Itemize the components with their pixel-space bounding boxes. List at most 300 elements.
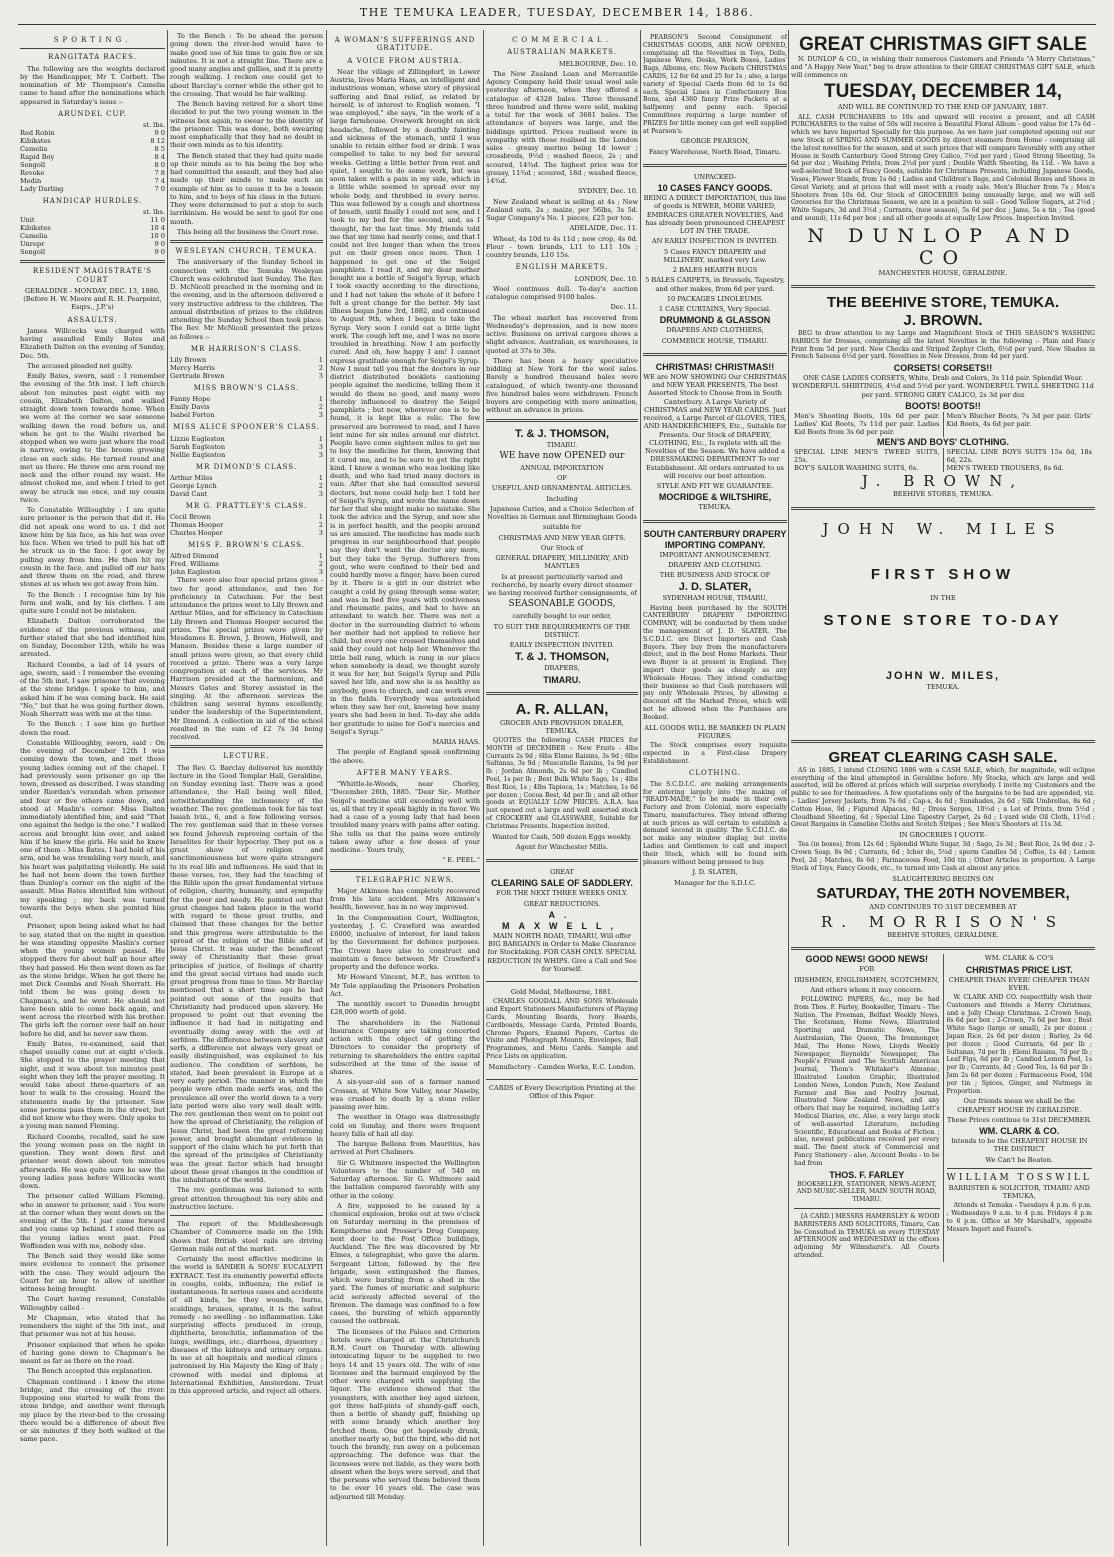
horse-name: Kibikstes (20, 224, 51, 233)
horse-weight: 8 12 (150, 137, 165, 145)
testimonial-heading: A WOMAN'S SUFFERINGS AND GRATITUDE. (334, 36, 476, 53)
advert-line: Including (546, 494, 578, 503)
column-divider (788, 30, 789, 1546)
advert-body: CHARLES GOODALL AND SONS Wholesale and Export Stationers Manufacturers of Playing Cards, Mounting Boards, Ivory Boards, Cardboards, Message Cards, Printed Boards, Chromo Papers, Enamel Papers, Cartes de Visite and Photograph Mounts, Envelopes, Ball Programmes, and Menu Cards. Sample and Price Lists on application. (486, 998, 638, 1060)
market-paragraph: Wheat, 4s 10d to 4s 11d ; new crop, 4s 6d. Flour - town brands, L11 to L11 10s ; country brands, L10 15s. (486, 234, 638, 259)
court-paragraph: This being all the business the Court rose. (177, 227, 319, 236)
court-heading: RESIDENT MAGISTRATE'S COURT (32, 267, 153, 284)
advert-heading: STONE STORE TO-DAY (823, 611, 1063, 629)
table-row (170, 474, 323, 482)
news-paragraph: The barque Bellona from Mauritius, has arrived at Port Chalmers. (330, 1140, 480, 1157)
news-paragraph: Major Atkinson has completely recovered from his late accident. Mrs Atkinson's health, however, has in no way improved. (330, 886, 480, 912)
court-paragraph: James Willcocks was charged with having assaulted Emily Bates and Elizabeth Dalton on the evening of Sunday, Dec. 5th. (20, 326, 165, 360)
table-row (170, 490, 323, 498)
divider (794, 1208, 940, 1209)
clark-advert (943, 954, 1096, 1261)
column-divider (167, 30, 168, 1546)
divider (643, 520, 787, 523)
court-paragraph: Prisoner explained that when he spoke of having gone down to Chapman's he meant as far as there on the road. (20, 1340, 165, 1365)
advert-line: DRAPERY AND CLOTHING. (668, 560, 762, 569)
pupil-name: John Eagleston (170, 568, 221, 577)
dateline: ADELAIDE, Dec. 11. (569, 224, 638, 233)
advert-line: Wanted for Cash, 500 dozen Eggs weekly. (492, 832, 632, 841)
horse-name: Rapid Boy (20, 153, 55, 161)
column-divider (483, 30, 484, 1546)
advert-line: GENERAL DRAPERY, MILLINERY, AND MANTLES (495, 554, 629, 571)
advertiser-place: TEMUKA. (698, 503, 732, 512)
table-row (170, 356, 323, 364)
advertiser-name: JOHN W. MILES (822, 519, 1064, 538)
clothing-line: MEN'S TWEED TROUSERS, 8s 6d. (943, 464, 1096, 472)
units-label: st. lbs. (142, 121, 165, 129)
advertiser-name: N DUNLOP AND CO (807, 224, 1079, 269)
advert-heading: CHRISTMAS PRICE LIST. (965, 964, 1073, 975)
market-paragraph: There has been a heavy speculative bidding at New York for the wool sales. Barely a hundred thousand bales were catalogued, of which twenty-one thousand five hundred bales were withdrawn. French buyers are competing with more animation, without an advance in prices. (486, 356, 638, 415)
advert-line: GREAT REDUCTIONS. (523, 899, 601, 908)
prize-rank: 2 (318, 521, 323, 529)
table-row (170, 482, 323, 490)
horse-name: Camelia (20, 232, 48, 241)
advertiser-trade: BARRISTER & SOLICITOR, TIMARU AND TEMUKA, (948, 1183, 1090, 1201)
boots-right: Men's Blucher Boots, 7s 3d per pair. Girls' Kid Boots, 4s 6d per pair. (943, 412, 1096, 437)
prize-rank: 2 (318, 560, 323, 569)
thomson-advert (486, 426, 638, 688)
advert-heading: GREAT CLEARING CASH SALE. (828, 748, 1058, 766)
divider (643, 164, 787, 167)
races-heading: RANGITATA RACES. (48, 53, 137, 62)
horse-name: Sengoll (20, 161, 46, 169)
advertiser-name: GEORGE PEARSON, (680, 137, 750, 146)
divider (486, 859, 638, 862)
advertiser-trade: DRAPERS AND CLOTHIERS, (666, 326, 764, 335)
sale-date: SATURDAY, THE 20TH NOVEMBER, (816, 884, 1070, 902)
advert-line: AND CONTINUES TO 31ST DECEMBER AT (869, 902, 1017, 911)
advertiser-address: SYDENHAM HOUSE, TIMARU, (662, 594, 768, 603)
divider (330, 869, 480, 872)
advert-line: WM. CLARK & CO'S (984, 954, 1054, 963)
column-3 (330, 32, 480, 1544)
horse-weight: 7 8 (154, 169, 165, 177)
divider (170, 745, 323, 748)
table-row (170, 521, 323, 529)
advert-subheading: CORSETS! CORSETS!! (893, 363, 993, 374)
advert-signature: Manager for the S.D.I.C. (674, 878, 756, 887)
advert-body: The Stock comprises every requisite expected in a First-class Drapery Establishment. (643, 742, 787, 765)
advert-line: carefully bought to our order, (512, 612, 612, 621)
dateline: LONDON, Dec. 10. (574, 274, 638, 283)
cup-weights-table (20, 121, 165, 193)
letter-paragraph: "Whittle-le-Woods, near Chorley, "December 26th, 1885. "Dear Sir,- Mother Seigel's medicine still exceeding well with us, all that try it speak highly in its favor. We had a case of a young lady that had been troubled many years with pains after eating. She tells us that the pains were entirely taken away after a few doses of your medicine.- Yours truly, (330, 780, 480, 854)
court-paragraph: The Bench said they would like some more evidence to connect the prisoner with the case. They would adjourn the Court for an hour to allow of another witness being brought. (20, 1252, 165, 1293)
column-6 (791, 32, 1095, 1544)
news-paragraph: A six-year-old son of a farmer named Crossan, at White Sow Valley, near Naseby, was crushed to death by a stone roller passing over him. (330, 1078, 480, 1111)
letter-signature: " E. PEEL." (442, 856, 480, 865)
testimonial-signature: MARIA HAAS. (432, 738, 480, 746)
horse-weight: 8 4 (154, 153, 165, 161)
advert-line: suitable for (542, 523, 582, 532)
advertiser-name: R. MORRISON'S (820, 913, 1066, 932)
advertiser-name: T. & J. THOMSON, (514, 427, 610, 440)
advert-line: Our friends mean we shall be the CHEAPEST HOUSE IN GERALDINE. (957, 1097, 1082, 1114)
table-row (170, 435, 323, 443)
court-paragraph: Richard Coombs, recalled, said he saw the young women pass on the night in question. They went down first and prisoner went down about ten minutes afterwards. He was quite sure he saw the young ladies pass before Willcocks went down. (20, 1132, 165, 1190)
advert-line: We Can't be Beaten. (985, 1155, 1054, 1164)
court-paragraph: To Constable Willoughby : I am quite sure prisoner is the person that did it. He did not speak one word to us. I did not know him by his face, as his hat was over his face. When we tried to pull his hat off he struck us in the face. I got away by pulling away from him. He then hit my cousin in the face, and pulled off our hats and threw them on the road, and threw stones at us when we got away from him. (20, 506, 165, 589)
stock-line: 10 PACKAGES LINOLEUMS. (666, 294, 764, 303)
court-paragraph: The Court having resumed, Constable Willoughby called - (20, 1295, 165, 1312)
advertiser-address: BEEHIVE STORES, TEMUKA. (892, 490, 994, 499)
allan-advert (486, 699, 638, 856)
divider (791, 740, 1095, 743)
advert-subheading: BOOTS! BOOTS!! (905, 400, 981, 411)
saddlery-advert (486, 866, 638, 977)
horse-weight: 9 0 (154, 240, 165, 249)
court-paragraph: To the Bench : I recognise him by his form and walk, and by his clothes. I am quite sure I could not be mistaken. (20, 590, 165, 615)
divider (170, 1215, 323, 1216)
table-row (20, 232, 165, 240)
testimonial-subheading: A VOICE FROM AUSTRIA. (347, 56, 463, 65)
news-paragraph: The monthly escort to Dunedin brought £28,000 worth of gold. (330, 1000, 480, 1017)
table-row (20, 153, 165, 161)
court-paragraph: To the Bench : To be ahead the person going down the river-bed would have to make good use of his time to gain five or six minutes. It is not a straight line. There are a good many angles and gullies, and it is pretty rough walking. I reckon one could get to about Barclay's corner while the other got to the crossing. That would be fair walking. (170, 32, 323, 98)
advert-line: CHRISTMAS AND NEW YEAR GIFTS. (498, 533, 626, 542)
church-paragraph: The anniversary of the Sunday School in connection with the Temuka Wesleyan Church was celebrated last Sunday. The Rev. D. McNicoll preached in the morning and in the evening, and in the afternoon delivered a very instructive address to the children. The annual distribution of prizes to the children attending the Sunday School then took place. The Rev. Mr McNicoll presented the prizes as follows :- (170, 258, 323, 341)
pupil-name: Sarah Eagleston (170, 442, 226, 451)
south-canterbury-advert (643, 527, 787, 891)
advertiser-signature: J. BROWN, (861, 472, 1025, 491)
advert-line: IN THE (930, 593, 956, 602)
column-2 (170, 32, 323, 1544)
court-paragraph: Prisoner, upon being asked what he had to say, stated that on the night in question he was standing opposite Maslin's corner when the young women passed. He stopped there for about half an hour after they had passed. He then went down as far as the stone bridge. When he got there he met Dick Coombs and Noah Sherratt. He told them he was going down to Chapman's, and he went. He should not have been able to come back again, and went across the riverbed with his brother. The girls left the corner over half an hour before he did, and he never saw them. (20, 922, 165, 1038)
advert-line: IRISHMEN, ENGLISHMEN, SCOTCHMEN, (794, 975, 940, 984)
table-row (20, 224, 165, 232)
hurdles-weights-table (20, 208, 165, 256)
units-label: st. lbs. (142, 208, 165, 217)
horse-weight: 10 0 (150, 232, 165, 241)
table-row (20, 185, 165, 193)
prize-rank: 2 (318, 481, 323, 490)
clothing-line: SPECIAL LINE BOYS SUITS 15s 6d, 18s 6d, 22s. (943, 448, 1096, 465)
testimonial-paragraph: The people of England speak confirming the above. (330, 748, 480, 765)
advert-line: WE have now OPENED our (499, 450, 625, 461)
advert-body: Having been purchased by the SOUTH CANTERBURY DRAPERY IMPORTING COMPANY, will be conducted by them under the management of J. D. SLATER. The S.C.D.I.C. are Direct Importers and Cash Buyers. They buy from the manufacturers direct, and in the best Home Markets. Their own Buyer is at present in England. They import their goods as cheaply as any Wholesale House. They intend conducting their business so that Cash purchasers will pay only Wholesale Prices, by allowing a discount off the Marked Prices, which will not be allowed when the Purchases are Booked. (643, 604, 787, 721)
divider (486, 1079, 638, 1080)
advert-body: Attends at Temuka - Tuesdays 4 p.m. 6 p.m. ; Wednesdays 9 a.m. to 4 p.m. Fridays 4 p.m to 6 p.m. Office at Mr Marshall's, opposite Messrs Ingert and Faurel's. (946, 1202, 1092, 1233)
pupil-name: Fred. Williams (170, 560, 219, 569)
court-paragraph: Mr Chapman, who stated that he remembers the night of the 5th inst., and that prisoner was not at his house. (20, 1313, 165, 1339)
advert-line: Manufactory - Camden Works, E.C. London. (488, 1062, 636, 1071)
assaults-heading: ASSAULTS. (67, 315, 118, 324)
prize-rank: 2 (318, 403, 323, 412)
lecture-paragraph: The Rev. G. Barclay delivered his monthly lecture in the Good Templar Hall, Geraldine, on Sunday evening last. There was a good attendance, the Hall being well filled, notwithstanding the inclemency of the weather. The rev. gentleman took for his text Isaiah lviii., 6, and a few following verses. The rev. gentleman said that in these verses we found Jehovah reproving certain of the Israelites for their hypocrisy. They put on a great show of religion and sanctimoniousness but were quite strangers to its real life and influences. He said that in these verses, too, they had the teaching of the Bible upon the great fundamental virtues of religion, charity, humanity, and sympathy for the poor and needy. He pointed out that great changes had taken place in the world with regard to these great truths, and claimed that these changes for the better and this progress were attributable to the spread of the religion of the Bible and of Jesus Christ. It was under the beneficent sway of Christianity that these great principles of justice, of feelings of charity and the great social virtues had made such great progress from time to time. Mr Barclay mentioned that a short time ago he had pointed out some of the results that Christianity had produced upon slavery. He proposed to point out that evening the influence it had had in mitigating and eventually doing away with the evil of serfdom. The difference between slavery and serfs, a difference not always very great or easily distinguished, was explained to his audience. The condition of serfdom, he stated, had been prevalent in Europe at a very early period. The manner in which the people were often made serfs was, and the prevalence all over the world down to a very late period were also very well dealt with. The rev. gentleman then went on to point out how the spread of Christianity, the religion of Jesus Christ, had been the great reforming power, and brought abundant evidence in support of the claim which he put forth that the spread of the principles of Christianity was the great factor which had brought about these great changes in the condition of the inhabitants of the world. (170, 763, 323, 1184)
horse-name: Camelia (20, 145, 48, 153)
advert-heading: FIRST SHOW (870, 565, 1016, 583)
advert-line: AND WILL BE CONTINUED TO THE END OF JANUARY, 1887. (837, 103, 1049, 112)
advert-line: SEASONABLE GOODS, (508, 599, 616, 610)
dateline: MELBOURNE, Dec. 10. (558, 59, 638, 68)
advertiser-place: TIMARU. (546, 440, 578, 449)
class-heading: MR G. PRATTLEY'S CLASS. (185, 501, 308, 510)
advert-body: AS in 1885, I intend CLOSING 1886 with a CASH SALE, which, for magnitude, will eclipse everything of the kind attempted in Geraldine before. My Stocks, which are large and well assorted, will be offered at prices which will surprise everybody. I invite my Customers and the public to see for themselves. A few quotations only of the bargains to be had are appended, viz. :- Ladies' Jersey Jackets, from 7s 6d ; Cap-s, 4s 6d ; Sunshades, 2s 6d ; Silk Umbrellas, 8s 6d ; Cotton Hose, 9d ; Figured Alpacas, 9d ; Dress Serges, 10½d ; a Lot of Prints, from 5½d ; Cloudband Sheeting, 6d ; Special Line Tapestry Carpet, 2s 6d ; 1-yard wide Oil Cloth, 11½d ; Great Bargains in Cameline Cloths and Scotch Stripes ; See Men's Shooters at 11s 3d. (791, 766, 1095, 829)
table-row (20, 129, 165, 137)
pupil-name: Cecil Brown (170, 513, 211, 521)
advert-line: CHEAPER THAN EVER! CHEAPER THAN EVER. (948, 975, 1090, 992)
advert-heading: THE BEEHIVE STORE, TEMUKA. (826, 294, 1060, 312)
advertiser-name: THOS. F. FARLEY (829, 1169, 905, 1180)
advertiser-address: COMMERCE HOUSE, TIMARU. (661, 336, 769, 345)
table-row (170, 403, 323, 411)
prize-rank: 3 (318, 450, 323, 459)
news-paragraph: The weather in Otago was distressingly cold on Sunday, and there were frequent heavy falls of hail all day. (330, 1113, 480, 1138)
pearson-advert (643, 32, 787, 160)
testimonial-paragraph: Near the village of Zillingdorf, in Lower Austria, lives Maria Haas, an intelligent and industrious woman, whose story of physical suffering and final relief, as related by herself, is of interest to English women. "I was employed," she says, "in the work of a large farmhouse. Overwork brought on sick headache, followed by a deathly fainting and sickness of the stomach, until I was unable to retain either food or drink. I was compelled to take to my bed for several weeks. Getting a little better from rest and quiet, I sought to do some work, but was soon taken with a pain in my side, which in a little while seemed to spread over my whole body, and throbbed in every nerve. This was followed by a cough and shortness of breath, until finally I could not sew, and I took to my bed for the second, and, as I thought, for the last time. My friends told me that my time had nearly come, and that I could not live longer than when the trees put on their green once more. Then I happened to get one of the Seigel pamphlets. I read it, and my dear mother bought me a bottle of Seigel's Syrup, which I took exactly according to the directions, and I had not taken the whole of it before I felt a great change for the better. My last illness began June 3rd, 1882, and continued to August 9th, when I began to take the Syrup. Very soon I could eat a little light work. The cough left me, and I was no more troubled in breathing. Now I am perfectly cured. And oh, how happy I am! I cannot express gratitude enough for Seigel's Syrup. Now I must tell you that the doctors in our district distributed booklets cautioning people against the medicine, telling them it would do them no good, and many were thereby influenced to destroy the Seigel pamphlets ; but now, wherever one is to be found, it is kept like a relic. The few preserved are borrowed to read, and I have lent mine for six miles around our district. People have come eighteen miles to get me to buy the medicine for them, knowing that it cured me, and to be sure to get the right kind. I know a woman who was looking like death, and who had tried many doctors in vain. After that she had consulted several doctors, but none could help her. I told her of Seigel's Syrup, and wrote the name down for her that she might make no mistake. She took the advice and the Syrup, and now she is in perfect health, and the people around us are amazed. The medicine has made such progress in our neighbourhood that people say they don't want the doctor any more, but they take the Syrup. Sufferers from gout, who were confined to their bed and could hardly move a finger, have been cured by it. There is a girl in our district who caught a cold by going through some water, and was in bed five years with costiveness and rheumatic pains, and had to have an attendant to watch her. There was not a doctor in the surrounding district to whom her mother had not applied to relieve her child, but every one crossed themselves and said they could not help her. Whenever the little bell rang, which is rung in our place when somebody is dead, we thought surely it was for her, but Seigel's Syrup and Pills saved her life, and now she is as healthy as anybody, goes to church, and can work even in the fields. Everybody was astonished when they saw her out, knowing how many years she had been in bed. To-day she adds her gratitude to mine for God's mercies and Seigel's Syrup." (330, 67, 480, 736)
pupil-name: David Cant (170, 489, 208, 498)
court-intro: GERALDINE - MONDAY, DEC. 13, 1886. (Before H. W. Moore and R. H. Pearpoint, Esqrs., J.P.'s) (23, 286, 162, 312)
horse-weight: 9 0 (154, 129, 165, 137)
horse-weight: 7 0 (154, 185, 165, 193)
court-paragraph: The Bench accepted this explanation. (27, 1367, 153, 1376)
miles-advert (791, 514, 1095, 736)
pupil-name: Lizzie Eagleston (170, 434, 225, 443)
column-divider (640, 30, 641, 1546)
boots-left: Men's Shooting Boots, 10s 6d per pair. Ladies' Kid Boots, 7s 11d per pair. Ladies Kid Boots from 3s 6d per pair. (794, 411, 940, 437)
divider (486, 981, 638, 982)
markets-heading: AUSTRALIAN MARKETS. (507, 48, 617, 57)
news-paragraph: Sir G. Whitmore inspected the Wellington Volunteers to the number of 540 on Saturday afternoon. Sir G. Whitmore said the battalion compared favorably with any other in the colony. (330, 1158, 480, 1200)
prize-rank: 1 (318, 513, 323, 521)
table-row (20, 216, 165, 224)
pupil-name: George Lynch (170, 481, 217, 490)
divider (20, 260, 165, 263)
lecture-paragraph: The rev. gentleman was listened to with great attention throughout his very able and instructive lecture. (170, 1186, 323, 1211)
drummond-advert (643, 171, 787, 349)
table-row (20, 169, 165, 177)
prize-rank: 1 (318, 552, 323, 561)
pupil-name: Nellie Eagleston (170, 450, 226, 459)
table-row (170, 364, 323, 372)
advert-line: Intends to be the CHEAPEST HOUSE IN THE DISTRICT (951, 1137, 1088, 1154)
clothing-list (791, 448, 1095, 465)
advert-line: And others whom it may concern. (810, 985, 924, 994)
clothing-heading: CLOTHING. (689, 769, 741, 778)
church-heading: WESLEYAN CHURCH, TEMUKA. (175, 247, 318, 255)
advert-body: The S.C.D.I.C. are making arrangements for entering largely into the making of "READY-MADE," to be made in their own Factory and from Colonial, more especially Timaru, manufactures. They intend offering at such prices as will certain to establish a demand second in quality. The S.C.D.I.C. do not make any window display, but invite Ladies and Gentlemen to call and inspect their Stock, which will be found with pleasure without being pressed to buy. (643, 780, 787, 866)
advertiser-name: T. & J. THOMSON, (514, 651, 610, 664)
advert-line: USEFUL AND ORNAMENTAL ARTICLES. (491, 484, 633, 493)
commercial-heading: COMMERCIAL. (512, 36, 612, 44)
stock-line: 2 BALES HEARTH RUGS (672, 266, 758, 275)
market-paragraph: New Zealand wheat is selling at 4s ; New Zealand oats, 2s ; maize, per 56lbs, 3s 5d. Sugar Company's No. 1 pieces, £25 per ton. (486, 197, 638, 222)
cup-heading: ARUNDEL CUP. (58, 109, 127, 118)
advert-line: IN GROCERIES I QUOTE- (899, 831, 987, 840)
advert-body: BEING A DIRECT IMPORTATION, this line of goods is NEWER, MORE VARIED, EMBRACES GREATER NOVELTIES, And has already been pronounced CHEAPEST LOT IN THE TRADE. (643, 194, 787, 236)
table-row (20, 145, 165, 153)
horse-name: Sengoll (20, 248, 46, 257)
advert-line: Is at present particularly varied and recherché, by nearly every direct steamer we having received further consignments, of (487, 572, 637, 597)
advert-heading: GOOD NEWS! GOOD NEWS! (805, 954, 928, 965)
advertiser-trade: DRAPERS, (544, 664, 580, 673)
advert-paragraph: Certainly the most effective medicine in the world is SANDER & SONS' EUCALYPTI EXTRACT. Test its eminently powerful effects in coughs, colds, influenza; the relief is instantaneous. In serious cases and accidents of all kinds, be they wounds, burns, scaldings, bruises, sprains, it is the safest remedy - no swelling - no inflammation. Like surprising effects produced in croup, diphtheria, bronchitis, inflammation of the lungs, swellings, etc.; diarrhoea, dysentery ; diseases of the kidneys and urinary organs. In use at all hospitals and medical clinics ; patronised by His Majesty the King of Italy ; crowned with medal and diploma at International Exhibition, Amsterdam. Trust in this approved article, and reject all others. (170, 1255, 323, 1395)
table-row (20, 248, 165, 256)
prize-rank: 2 (318, 364, 323, 372)
sale-date: TUESDAY, DECEMBER 14, (824, 81, 1062, 103)
advert-line: Our Stock of (540, 543, 584, 552)
advert-body: FOLLOWING PAPERS, &c., may be had from Thos. F. Farley, Bookseller, Timaru - The Nation, The Freeman, Belfast Weekly News, The Scotsman, Home News, Illustrated Sporting and Dramatic News, The Australasian, The Queen, The Ironmonger, Mail, The Home News, Lloyds Weekly Newspaper, Reynolds' Newspaper, The People's Friend and The Scottish American Journal, Thom's Whitaker's Almanac, Illustrated London Graphic, Illustrated London News, London Punch, New Zealand Farmer and Bee and Poultry Journal, Illustrated New Zealand News, and any others that may be required, including Lett's Medical Diaries, etc. Also, a very large stock of well-assorted Literature, including Scientific, Educational and Books of Fiction ; also, newest publications received per every mail. The finest stock of Commercial and Fancy Stationery - also, Account Books - to be had from (794, 996, 940, 1167)
section-heading-sporting: SPORTING. (53, 36, 132, 44)
horse-weight: 7 4 (154, 177, 165, 185)
class-heading: MISS ALICE SPOONER'S CLASS. (173, 423, 320, 432)
horse-weight: 11 0 (150, 216, 165, 225)
advert-subheading: MEN'S AND BOYS' CLOTHING. (877, 436, 1009, 447)
testimonial-subheading: AFTER MANY YEARS. (356, 768, 454, 777)
horse-name: Medin (20, 177, 42, 185)
court-paragraph: Chapman continued : I know the stone bridge, and the crossing of the river. Supposing one started to walk from the stone bridge, and another went through my place by the river-bed to the crossing there would be a difference of about five or six minutes if they both walked at the same pace. (20, 1377, 165, 1444)
court-paragraph: Richard Coombs, a lad of 14 years of age, sworn, said : I remember the evening of the 5th inst. I saw prisoner that evening at the stone bridge. I spoke to him, and asked him if he was coming back. He said "No," but that he was going further down. Noah Sherratt was with me at the time. (20, 660, 165, 718)
advert-line: FOR (859, 965, 875, 974)
news-paragraph: Mr Howard Vincent, M.P., has written to Mr Tole applauding the Prisoners Probation Act. (330, 973, 480, 998)
court-paragraph: Emily Bates, re-examined, said that chapel usually came out at eight o'clock. She stopped to the prayer meeting that night, and it was about ten minutes past eight when they left the prayer meeting. It would take about three-quarters of an hour to walk to the crossing. Heard the statements made by the prisoner. Saw some persons pass them in the street, but did not know who they were. Only spoke to a young man named Fleming. (20, 1039, 165, 1131)
pupil-name: Mercy Harris (170, 364, 215, 372)
advertiser-address: BOOKSELLER, STATIONER, NEWS-AGENT, AND MUSIC-SELLER, MAIN SOUTH ROAD, TIMARU. (796, 1180, 937, 1204)
advert-body: BEG to draw attention to my Large and Magnificent Stock of THIS SEASON'S WASHING FABRICS for Dresses, comprising all the latest Novelties in the following :- Plain and Fancy Print from 5d per yard. New Checks and Striped Zephyr Cloth, 6½d per yard. New Shades in French Sateens 6½d per yard. Novelties in New Dresses, from 4d per yard. (791, 330, 1095, 361)
advertiser-address: MANCHESTER HOUSE, GERALDINE. (878, 268, 1008, 277)
table-row (20, 240, 165, 248)
advertiser-name: DRUMMOND & GLASSON (659, 315, 771, 326)
advert-line: Gold Medal, Melbourne, 1881. (510, 988, 614, 997)
advert-line: UNPACKED- (693, 172, 737, 181)
pupil-name: Charles Hooper (170, 529, 223, 537)
advert-body: [A CARD.] MESSRS HAMERSLEY & WOOD BARRISTERS AND SOLICITORS, Timaru, Can be Consulted in TEMUKA on every TUESDAY AFTERNOON and WEDNESDAY in the offices adjoining Mr Wilmshurst's. All Courts attended. (794, 1212, 940, 1259)
column-5 (643, 32, 787, 1544)
pupil-name: Emily Davis (170, 403, 210, 412)
pupil-name: Arthur Miles (170, 473, 213, 482)
advert-heading: CLEARING SALE OF SADDLERY. (491, 878, 633, 889)
advert-line: OF (557, 474, 567, 482)
clothing-line: BOY'S SAILOR WASHING SUITS, 6s. (794, 464, 919, 473)
advertiser-name: A. MAXWELL, (502, 909, 622, 931)
advertiser-place: TIMARU. (543, 674, 581, 685)
divider (170, 240, 323, 243)
market-paragraph: The wheat market has recovered from Wednesday's depression, and is now more active. Business on arrival cargoes shows a slight advance. Australian, ex warehouses, is quoted at 37s to 38s. (486, 313, 638, 355)
court-paragraph: The Bench stated that they had quite made up their minds as to his being the boy who had committed the assault, and they had also made up their minds to make such an example of him as to cause it to be a lesson to him, and to boys of his class in the future. They were determined to put a stop to such larrikinism. He would be sent to gaol for one month. (170, 151, 323, 226)
column-divider (326, 30, 327, 1546)
dateline: SYDNEY, Dec. 10. (578, 187, 638, 196)
prize-rank: 1 (318, 434, 323, 443)
divider (947, 1168, 1093, 1169)
divider (643, 353, 787, 356)
masthead-rule (18, 24, 1096, 25)
farley-advert (791, 954, 943, 1261)
table-row (170, 451, 323, 459)
class-heading: MISS BROWN'S CLASS. (193, 384, 300, 392)
stock-line: 5 BALES CARPETS, in Brussels, Tapestry, and other makes, from 6d per yard. (645, 276, 785, 293)
advert-line: FOR THE NEXT THREE WEEKS ONLY. (496, 889, 628, 898)
advert-line: Agent for Winchester Mills. (515, 842, 609, 851)
clothing-list (791, 464, 1095, 472)
table-row (170, 395, 323, 403)
table-row (20, 137, 165, 145)
prize-rank: 3 (318, 489, 323, 498)
advertiser-name: WM. CLARK & CO. (979, 1126, 1060, 1137)
horse-name: Revoke (20, 169, 45, 177)
advertiser-name: WILLIAM TOSSWILL (946, 1172, 1092, 1183)
horse-name: Unit (20, 216, 35, 225)
advertiser-address: Fancy Warehouse, North Road, Timaru. (648, 147, 782, 156)
advert-line: Japanese Curios, and a Choice Selection of Novelties in German and Birmingham Goods (487, 504, 637, 521)
table-row (170, 443, 323, 451)
news-paragraph: In the Compensation Court, Wellington, yesterday, J. C. Crawford was awarded £6000, inclusive of interest, for land taken by the Government for defence purposes. The Crown have also to construct and maintain a fence between Mr Crawford's property and the defence works. (330, 913, 480, 971)
advert-line: GREAT (550, 868, 574, 877)
table-row (170, 372, 323, 380)
court-paragraph: Emily Bates, sworn, said : I remember the evening of the 5th inst. I left church about ten minutes past eight with my cousin, Elizabeth Dalton, and walked straight down town towards home. When we were at the corner we saw someone walking down the road before us, and when he got to the Waihi riverbed he stopped when we were just where the road is narrow, owing to the broom growing close on each side. He turned round and met us there. He threw one arm round my neck and the other round my waist. He almost choked me, and when I tried to get away he struck me once, and my cousin twice. (20, 372, 165, 504)
news-paragraph: The licensees of the Palace and Criterion hotels were charged at the Christchurch R.M. Court on Thursday with allowing intoxicating liquor to be supplied to two boys 14 and 15 years old. The wife of one licensee and the barmaid employed by the other were charged with supplying the liquor. The evidence showed that the youngsters, with another boy aged sixteen, got three half-pints of shandy-gaff each, then a bottle of shandy gaff, finishing up with some brandy which another boy fetched them. One got hopelessly drunk, another nearly so, but the third, who did not touch the brandy, ran away on a policeman approaching. The defence was that the licensees were not liable, as they were both absent when the boys were served, and that the persons who served them believed them to be over 16 years old. The case was adjourned till Monday. (330, 1327, 480, 1501)
table-row (170, 513, 323, 521)
news-paragraph: The shareholders in the National Insurance Company are taking concerted action with the object of getting the Directors to consider the propriety of returning to shareholders the entire capital subscribed at the time of the issue of shares. (330, 1018, 480, 1076)
prize-rank: 3 (318, 442, 323, 451)
prize-rank: 3 (318, 568, 323, 577)
prize-rank: 3 (318, 411, 323, 420)
class-heading: MISS F. BROWN'S CLASS. (188, 541, 305, 549)
lecture-heading: LECTURE. (223, 752, 270, 761)
horse-name: Unrepr (20, 240, 45, 249)
divider (791, 285, 1095, 288)
advert-body: W. CLARK AND CO. respectfully wish their Customers and friends a Merry Christmas, and a Jolly Cheap Christmas. 2-Crown Soap, 6s 6d per box ; 2-Crown, 7s 6d per box ; Best White Sago (large or small), 2s per dozen ; Japan Rice, 2s 6d per dozen ; Barley, 2s 6d per dozen ; Good Currants, 6d per lb ; Sultanas, 7d per lb ; Elemi Raisins, 7d per lb ; Leaf Figs, 6d per lb ; Candied Lemon Peel, 1s per lb ; Currants, 4d ; Good Tea, 1s 6d per lb ; Jam 2s 6d per dozen ; Farinaceous Food, 10d per tin ; Spices, Ginger, and Nutmegs in Proportion. (946, 994, 1092, 1095)
advert-line: ANNUAL IMPORTATION (520, 463, 604, 472)
advert-body: WE are NOW SHOWING Our CHRISTMAS and NEW YEAR PRESENTS, The best Assorted Stock to Choose from in South Canterbury. A Large Variety of CHRISTMAS and NEW YEAR CARDS. Just received, a Large Parcel of GLOVES, TIES, AND HANDKERCHIEFS, Etc., Suitable for Presents. Our Stock of DRAPERY, CLOTHING, Etc., Is replete with all the Novelties of the Season. We have added a DRESSMAKING DEPARTMENT To our Establishment. All orders entrusted to us will receive our best attention. (643, 372, 787, 480)
pupil-name: Thomas Hooper (170, 521, 224, 529)
advertiser-signature: JOHN W. MILES, (885, 669, 1001, 682)
dunlop-advert (791, 32, 1095, 281)
advertiser-name: A. R. ALLAN, (515, 700, 609, 718)
advert-line: IMPORTANT ANNOUNCEMENT. (659, 550, 771, 559)
mocridge-advert (643, 360, 787, 516)
divider (20, 48, 165, 49)
pupil-name: Fanny Hope (170, 395, 211, 404)
advert-line: AN EARLY INSPECTION IS INVITED. (651, 237, 779, 246)
dateline: Dec. 11. (610, 303, 638, 312)
table-row (170, 552, 323, 560)
prize-rank: 1 (318, 356, 323, 364)
advert-line: THE BUSINESS AND STOCK OF (659, 571, 771, 580)
divider (486, 692, 638, 695)
horse-weight: 8 0 (154, 161, 165, 169)
divider (486, 419, 638, 422)
table-row (170, 529, 323, 537)
news-paragraph: A fire, supposed to be caused by a chemical explosion, broke out at two o'clock on Saturday morning in the premises of Kempthorne and Prosser's Drug Company, next door to the Post Office buildings, Auckland. The fire was discovered by Mr Elmes, a telegraphist, who gave the alarm. Sergeant Litton, followed by the fire brigade, soon extinguished the flames, which were bursting from a shed in the yard. The fumes of muriatic and sulphuric acid seriously affected several of the firemen. The damage was confined to a few cases, the bursting of which apparently caused the outbreak. (330, 1201, 480, 1326)
advert-body: N. DUNLOP & CO., in wishing their numerous Customers and Friends "A Merry Christmas," and "A Happy New Year," beg to draw attention to their GREAT CHRISTMAS GIFT SALE, which will commence on (791, 56, 1095, 79)
table-row (170, 411, 323, 419)
market-paragraph: Wool continues dull. To-day's auction catalogue comprised 9100 bales. (486, 284, 638, 301)
table-row (20, 177, 165, 185)
advert-heading: SOUTH CANTERBURY DRAPERY IMPORTING COMPANY. (643, 528, 787, 550)
horse-name: Red Robin (20, 129, 55, 137)
advertiser-name: MOCRIDGE & WILTSHIRE, (658, 492, 772, 503)
prize-rank: 1 (318, 395, 323, 404)
stock-line: 1 CASE CURTAINS, Very Special. (658, 305, 772, 314)
news-paragraph: The report of the Middlesborough Chamber of Commerce made on the 19th shows that British steel rails are driving German rails out of the market. (170, 1220, 323, 1253)
class-prize-list (170, 345, 323, 577)
prize-rank: 3 (318, 529, 323, 537)
market-paragraph: The New Zealand Loan and Mercantile Agency Company held their usual wool sale yesterday afternoon, when they offered a catalogue of 4328 bales. Three thousand three hundred and three were sold, making a total for the week of 3681 bales. The attendance of buyers was large, and the biddings spirited. Prices realised were in sympathy with those realised in the London sales - greasy merino being 1d lower ; crossbreds, 9½d ; washed fleece, 2s ; and scoured, 14¾d. The highest price was for greasy, 11¾d ; scoured, 18d ; washed fleece, 14¾d. (486, 69, 638, 185)
horse-name: Lady Darling (20, 185, 64, 193)
court-paragraph: The Bench having retired for a short time decided to put the two young women in the witness box again, to swear to the identity of the prisoner. This was done, both swearing most emphatically that they had no doubt in their own minds as to his identity. (170, 100, 323, 150)
table-row (170, 568, 323, 576)
advert-body: QUOTES the following CASH PRICES for MONTH of DECEMBER :- New Fruits - 4lbs Currants 2s 9d ; 6lbs Elsme Raisins, 3s 9d ; 6lbs Sultanas, 3s 9d ; Muscatelle Raisins, 1s 9d per lb ; Jordan Almonds, 2s 6d per lb ; Candied Peel, 1s per lb ; Best Bulk White Sago, 1s ; 4lbs Best Rice, 1s ; 4lbs Tapioca, 1s ; Matches, 1s 6d per dozen ; Cocoa Best, 4d per lb ; and all other goods at EQUALLY LOW PRICES. A.R.A. has just opened out a large and well assorted stock of CROCKERY and GLASSWARE, Suitable for Christmas Presents. Inspection invited. (486, 737, 638, 830)
table-row (20, 161, 165, 169)
pupil-name: Alfred Dimond (170, 552, 219, 561)
masthead: THE TEMUKA LEADER, TUESDAY, DECEMBER 14, 1886. (359, 6, 755, 19)
morrison-advert (791, 747, 1095, 944)
